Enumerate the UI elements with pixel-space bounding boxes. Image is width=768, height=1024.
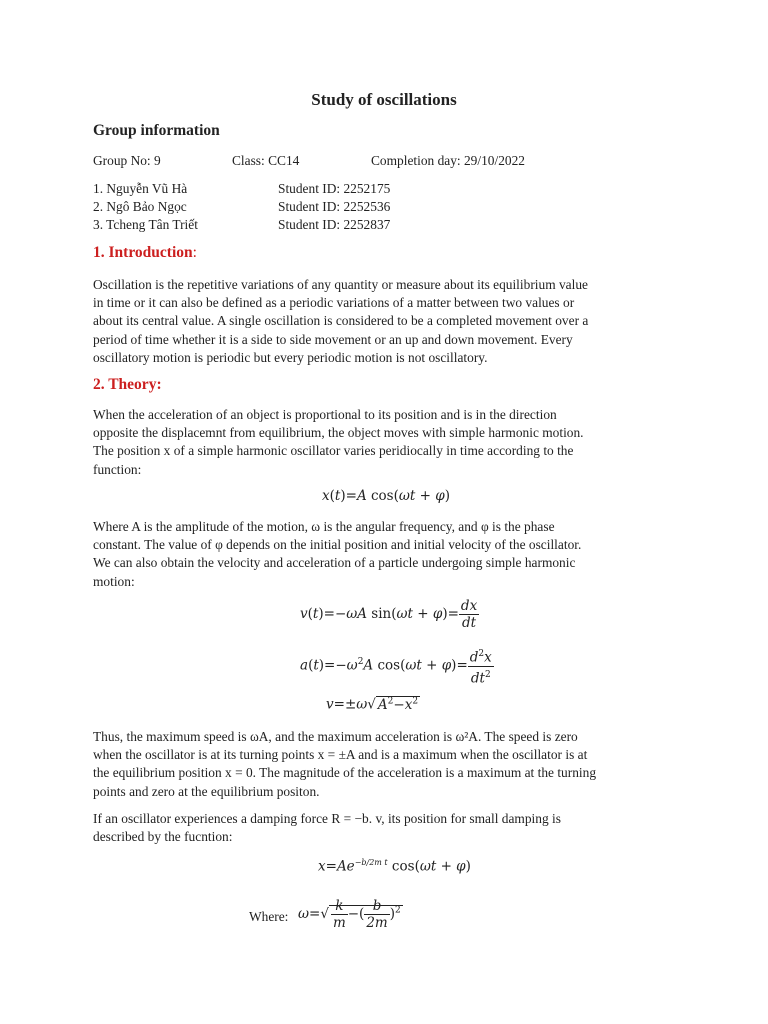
- group-heading: Group information: [93, 122, 220, 139]
- completion-day: Completion day: 29/10/2022: [371, 153, 525, 168]
- introduction-paragraph: Oscillation is the repetitive variations of any quantity or measure about its equilibrium value in time or it can also be defined as a periodic variations of a matter between two values or about its central value. A single oscillation is considered to be a completed movement over a period of time whether it is a side to side movement or an up and down movement. Every oscillatory motion is periodic but every periodic motion is not oscillatory.: [93, 277, 589, 365]
- where-label: Where:: [249, 909, 289, 924]
- group-number: Group No: 9: [93, 153, 161, 168]
- position-equation: x(t)=A cos(ωt + φ): [322, 488, 450, 504]
- member-name: 1. Nguyễn Vũ Hà: [93, 181, 188, 196]
- section-heading-theory: 2. Theory:: [93, 376, 162, 393]
- member-id: Student ID: 2252536: [278, 199, 391, 214]
- speed-equation: v=±ω√ $A^2-x^2$: [326, 696, 419, 713]
- damped-frequency-equation: ω=√ $\frac{k}{m}$ −( $\frac{b}{2m}$ )$^2$: [298, 898, 401, 931]
- member-id: Student ID: 2252175: [278, 181, 391, 196]
- page-title: Study of oscillations: [311, 90, 457, 109]
- damped-position-equation: $x=Ae^{-b/2m t}$ cos(ωt + φ): [318, 858, 471, 875]
- member-id: Student ID: 2252837: [278, 217, 391, 232]
- member-name: 2. Ngô Bảo Ngọc: [93, 199, 187, 214]
- section-heading-introduction: 1. Introduction:: [93, 244, 197, 261]
- theory-paragraph: When the acceleration of an object is proportional to its position and is in the direction opposite the displacemnt from equilibrium, the object moves with simple harmonic motion. The position x of a simple harmonic oscillator varies peridiocally in time according to the function:: [93, 407, 584, 477]
- class-label: Class: CC14: [232, 153, 300, 168]
- theory-paragraph: Where A is the amplitude of the motion, ω is the angular frequency, and φ is the phase constant. The value of φ depends on the initial position and initial velocity of the oscillator. We can also obtain the velocity and acceleration of a particle undergoing simple harmonic motion:: [93, 519, 582, 589]
- acceleration-equation: $a(t)=-\omega^2A$ cos(ωt + φ)= $\frac{d^2x}{dt^2}$: [300, 646, 494, 686]
- damping-paragraph: If an oscillator experiences a damping force R = −b. v, its position for small damping is described by the fucntion:: [93, 811, 561, 845]
- velocity-equation: v(t)=−ωA sin(ωt + φ)= $\frac{dx}{dt}$: [300, 598, 478, 631]
- theory-paragraph: Thus, the maximum speed is ωA, and the maximum acceleration is ω²A. The speed is zero when the oscillator is at its turning points x = ±A and is a maximum when the oscillator is at the equilibrium position x = 0. The magnitude of the acceleration is a maximum at the turning points and zero at the equilibrium positon.: [93, 729, 597, 799]
- member-name: 3. Tcheng Tân Triết: [93, 217, 198, 232]
